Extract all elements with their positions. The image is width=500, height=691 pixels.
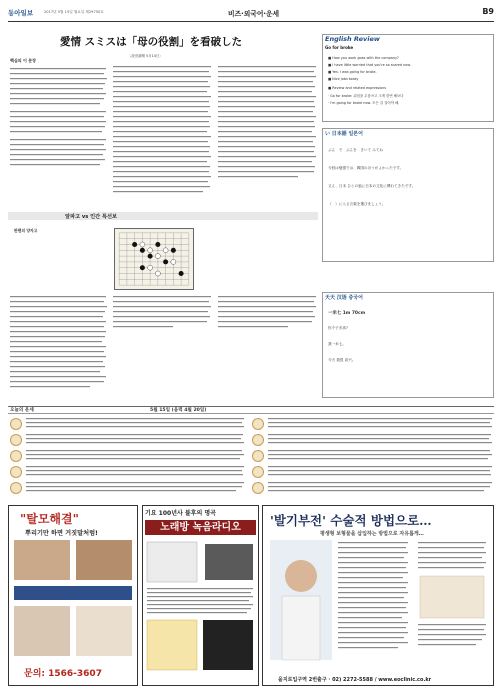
chinese-quiz-line: 今天 我很 高兴。 bbox=[328, 358, 356, 362]
karaoke-ad-title: 노래방 녹음라디오 bbox=[145, 520, 256, 535]
clinic-ad-title: '발기부전' 수술적 방법으로… bbox=[270, 513, 432, 528]
japanese-quiz-line: 今回は勉強では、韓国のほうがよかったです。 bbox=[328, 166, 404, 170]
fortune-section-bar bbox=[8, 406, 494, 414]
english-review-line: ■ Nice jobs today bbox=[328, 77, 359, 81]
chinese-quiz-line: 我一米七。 bbox=[328, 342, 346, 346]
zodiac-icon bbox=[10, 450, 22, 462]
english-review-line: ■ Review and related expressions bbox=[328, 86, 387, 90]
japanese-article-body bbox=[8, 66, 318, 206]
chinese-quiz-header: 天天 汉语 중국어 bbox=[325, 295, 363, 301]
chinese-quiz-line: 你个子多高? bbox=[328, 326, 348, 330]
zodiac-icon bbox=[10, 482, 22, 494]
go-section-label: 판팬의 양자고 bbox=[14, 228, 38, 233]
hair-loss-ad-title: "탈모해결" bbox=[20, 512, 79, 526]
section-title: 비즈·외국어·운세 bbox=[228, 10, 280, 18]
zodiac-icon bbox=[10, 418, 22, 430]
english-review-line: · Go for broke: 위험을 무릅쓰고 크게 한번 해보다 bbox=[328, 94, 404, 98]
english-review-line: ■ How you work goes with the company? bbox=[328, 56, 399, 60]
japanese-headline: 愛情 スミスは「母の役割」を看破した bbox=[60, 36, 243, 48]
english-review-subtitle: Go for broke bbox=[325, 45, 354, 50]
clinic-ad-contact[interactable]: 을지로입구역 2번출구 · 02) 2272-5588 / www.eoclinic.co.kr bbox=[278, 677, 432, 683]
zodiac-icon bbox=[10, 466, 22, 478]
english-review-line: ■ Yes. I was going for broke. bbox=[328, 70, 377, 74]
karaoke-ad-tagline: 기요 100년사 불후의 명곡 bbox=[145, 510, 216, 517]
japanese-section-label: 핵심의 이 문장 bbox=[10, 58, 36, 63]
page-header bbox=[8, 6, 494, 22]
fortune-text bbox=[26, 418, 494, 498]
go-section-title: 알파고 vs 인간 특선보 bbox=[65, 214, 117, 220]
chinese-quiz-box bbox=[322, 292, 494, 398]
hair-loss-ad-photos bbox=[14, 540, 132, 660]
hair-loss-ad-phone[interactable]: 문의: 1566-3607 bbox=[24, 669, 102, 679]
japanese-quiz-line: （ ）に入る言葉を選びましょう。 bbox=[328, 202, 386, 206]
karaoke-ad-body bbox=[145, 540, 256, 682]
page-number: B9 bbox=[482, 7, 494, 16]
dateline: 2017년 5월 15일 월요일 제29750호 bbox=[44, 9, 104, 14]
english-review-line: · I'm going for broke now. 모든 걸 걸어야 해. bbox=[328, 101, 400, 105]
chinese-quiz-line: 一米七 1m 70cm bbox=[328, 311, 366, 316]
english-review-line: ■ I have little worried that you're so scared now. bbox=[328, 63, 411, 67]
hair-loss-ad-subtitle: 뿌리기만 하면 거짓말처럼! bbox=[25, 530, 98, 537]
fortune-date: 5월 15일 (음력 4월 20일) bbox=[150, 408, 207, 413]
fortune-title: 오늘의 운세 bbox=[10, 408, 34, 413]
japanese-quiz-line: ぶん で ぶんを きいて みてね bbox=[328, 148, 384, 152]
go-commentary-text bbox=[8, 296, 318, 400]
go-board-diagram bbox=[114, 228, 194, 290]
clinic-ad-body bbox=[270, 540, 490, 672]
zodiac-icon bbox=[10, 434, 22, 446]
japanese-quiz-line: 又え、日本 ひとの風に日本の文化に慣れてきたです。 bbox=[328, 184, 416, 188]
japanese-byline: 〈読売新聞 5月14日〉 bbox=[128, 54, 163, 58]
go-section-bar bbox=[8, 212, 318, 220]
newspaper-brand: 동아일보 bbox=[8, 9, 34, 17]
clinic-ad-subtitle: 평생형 보형물을 삽입하는 방법으로 자유롭게… bbox=[320, 531, 424, 537]
english-review-title: English Review bbox=[325, 35, 380, 43]
japanese-quiz-header: い 日本語 일본어 bbox=[325, 131, 363, 137]
